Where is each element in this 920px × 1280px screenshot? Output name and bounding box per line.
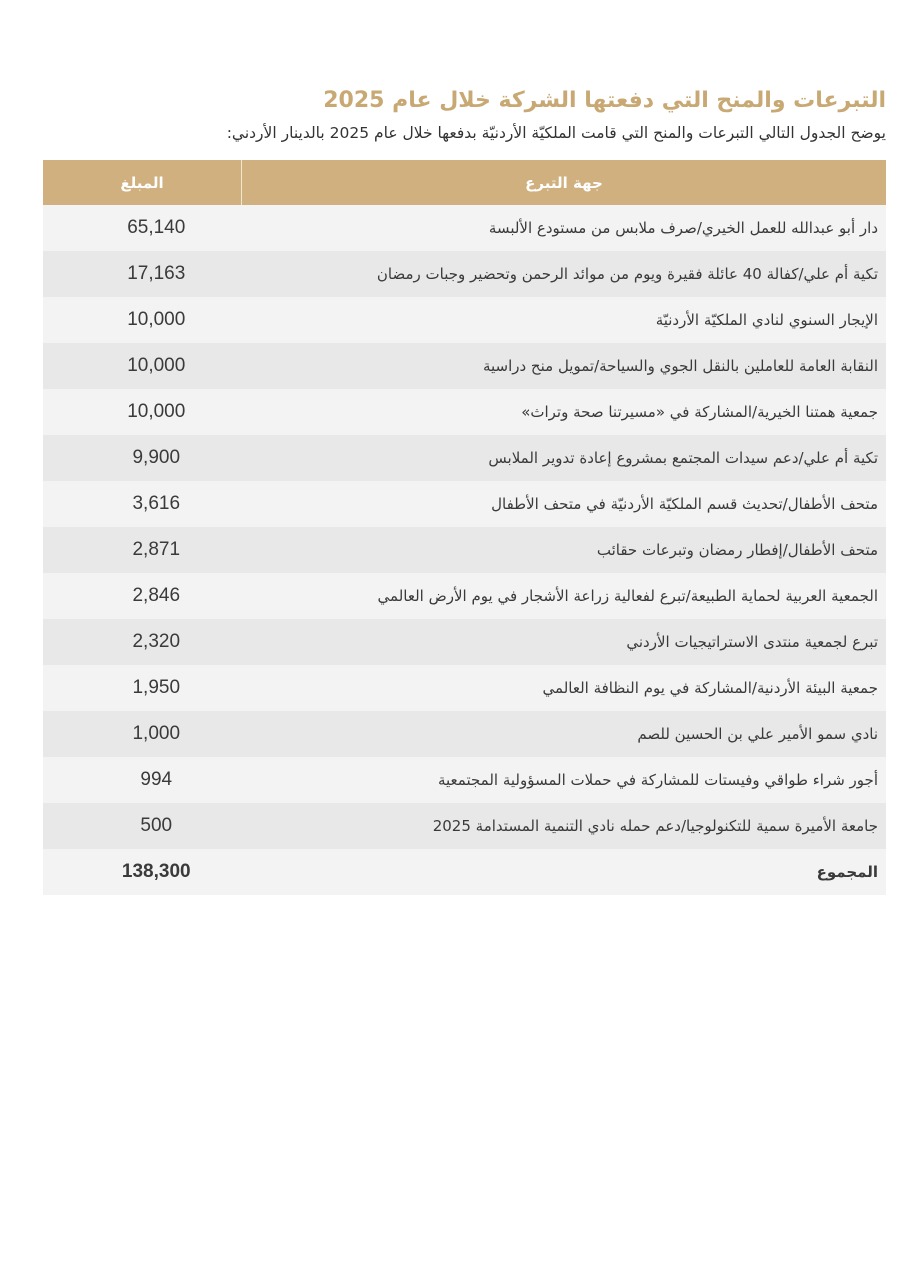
table-row	[43, 389, 886, 435]
donation-entity: دار أبو عبدالله للعمل الخيري/صرف ملابس من مستودع الألبسة	[242, 205, 887, 251]
donation-entity: جامعة الأميرة سمية للتكنولوجيا/دعم حمله نادي التنمية المستدامة 2025	[242, 803, 887, 849]
table-row	[43, 665, 886, 711]
donation-amount: 2,846	[43, 573, 242, 619]
donation-amount: 10,000	[43, 343, 242, 389]
donation-entity: الإيجار السنوي لنادي الملكيّة الأردنيّة	[242, 297, 887, 343]
donations-table	[43, 160, 886, 895]
donation-entity: أجور شراء طواقي وفيستات للمشاركة في حملات المسؤولية المجتمعية	[242, 757, 887, 803]
donation-entity: الجمعية العربية لحماية الطبيعة/تبرع لفعالية زراعة الأشجار في يوم الأرض العالمي	[242, 573, 887, 619]
donation-amount: 1,000	[43, 711, 242, 757]
donation-entity: متحف الأطفال/تحديث قسم الملكيّة الأردنيّة في متحف الأطفال	[242, 481, 887, 527]
donation-amount: 10,000	[43, 297, 242, 343]
donation-amount: 17,163	[43, 251, 242, 297]
table-header-row	[43, 160, 886, 205]
table-row	[43, 619, 886, 665]
donation-entity: تكية أم علي/دعم سيدات المجتمع بمشروع إعادة تدوير الملابس	[242, 435, 887, 481]
header-amount: المبلغ	[43, 160, 242, 205]
donation-amount: 2,871	[43, 527, 242, 573]
donation-entity: نادي سمو الأمير علي بن الحسين للصم	[242, 711, 887, 757]
table-row	[43, 803, 886, 849]
table-row	[43, 573, 886, 619]
table-row	[43, 343, 886, 389]
donation-amount: 3,616	[43, 481, 242, 527]
donation-amount: 1,950	[43, 665, 242, 711]
table-row	[43, 481, 886, 527]
table-row	[43, 297, 886, 343]
donation-amount: 994	[43, 757, 242, 803]
donation-amount: 10,000	[43, 389, 242, 435]
donation-entity: جمعية همتنا الخيرية/المشاركة في «مسيرتنا صحة وتراث»	[242, 389, 887, 435]
table-row	[43, 435, 886, 481]
header-entity: جهة التبرع	[242, 160, 887, 205]
total-amount: 138,300	[43, 849, 242, 895]
total-row	[43, 849, 886, 895]
table-row	[43, 251, 886, 297]
donation-amount: 500	[43, 803, 242, 849]
donation-entity: متحف الأطفال/إفطار رمضان وتبرعات حقائب	[242, 527, 887, 573]
total-label: المجموع	[242, 849, 887, 895]
table-row	[43, 527, 886, 573]
donation-entity: تكية أم علي/كفالة 40 عائلة فقيرة ويوم من موائد الرحمن وتحضير وجبات رمضان	[242, 251, 887, 297]
donation-amount: 9,900	[43, 435, 242, 481]
donation-entity: النقابة العامة للعاملين بالنقل الجوي والسياحة/تمويل منح دراسية	[242, 343, 887, 389]
page-title: التبرعات والمنح التي دفعتها الشركة خلال عام 2025	[323, 88, 886, 113]
table-row	[43, 711, 886, 757]
table-row	[43, 757, 886, 803]
page-subtitle: يوضح الجدول التالي التبرعات والمنح التي قامت الملكيّة الأردنيّة بدفعها خلال عام 2025 بالدينار الأردني:	[226, 124, 886, 142]
table-row	[43, 205, 886, 251]
donation-entity: تبرع لجمعية منتدى الاستراتيجيات الأردني	[242, 619, 887, 665]
donation-amount: 2,320	[43, 619, 242, 665]
donation-amount: 65,140	[43, 205, 242, 251]
donation-entity: جمعية البيئة الأردنية/المشاركة في يوم النظافة العالمي	[242, 665, 887, 711]
